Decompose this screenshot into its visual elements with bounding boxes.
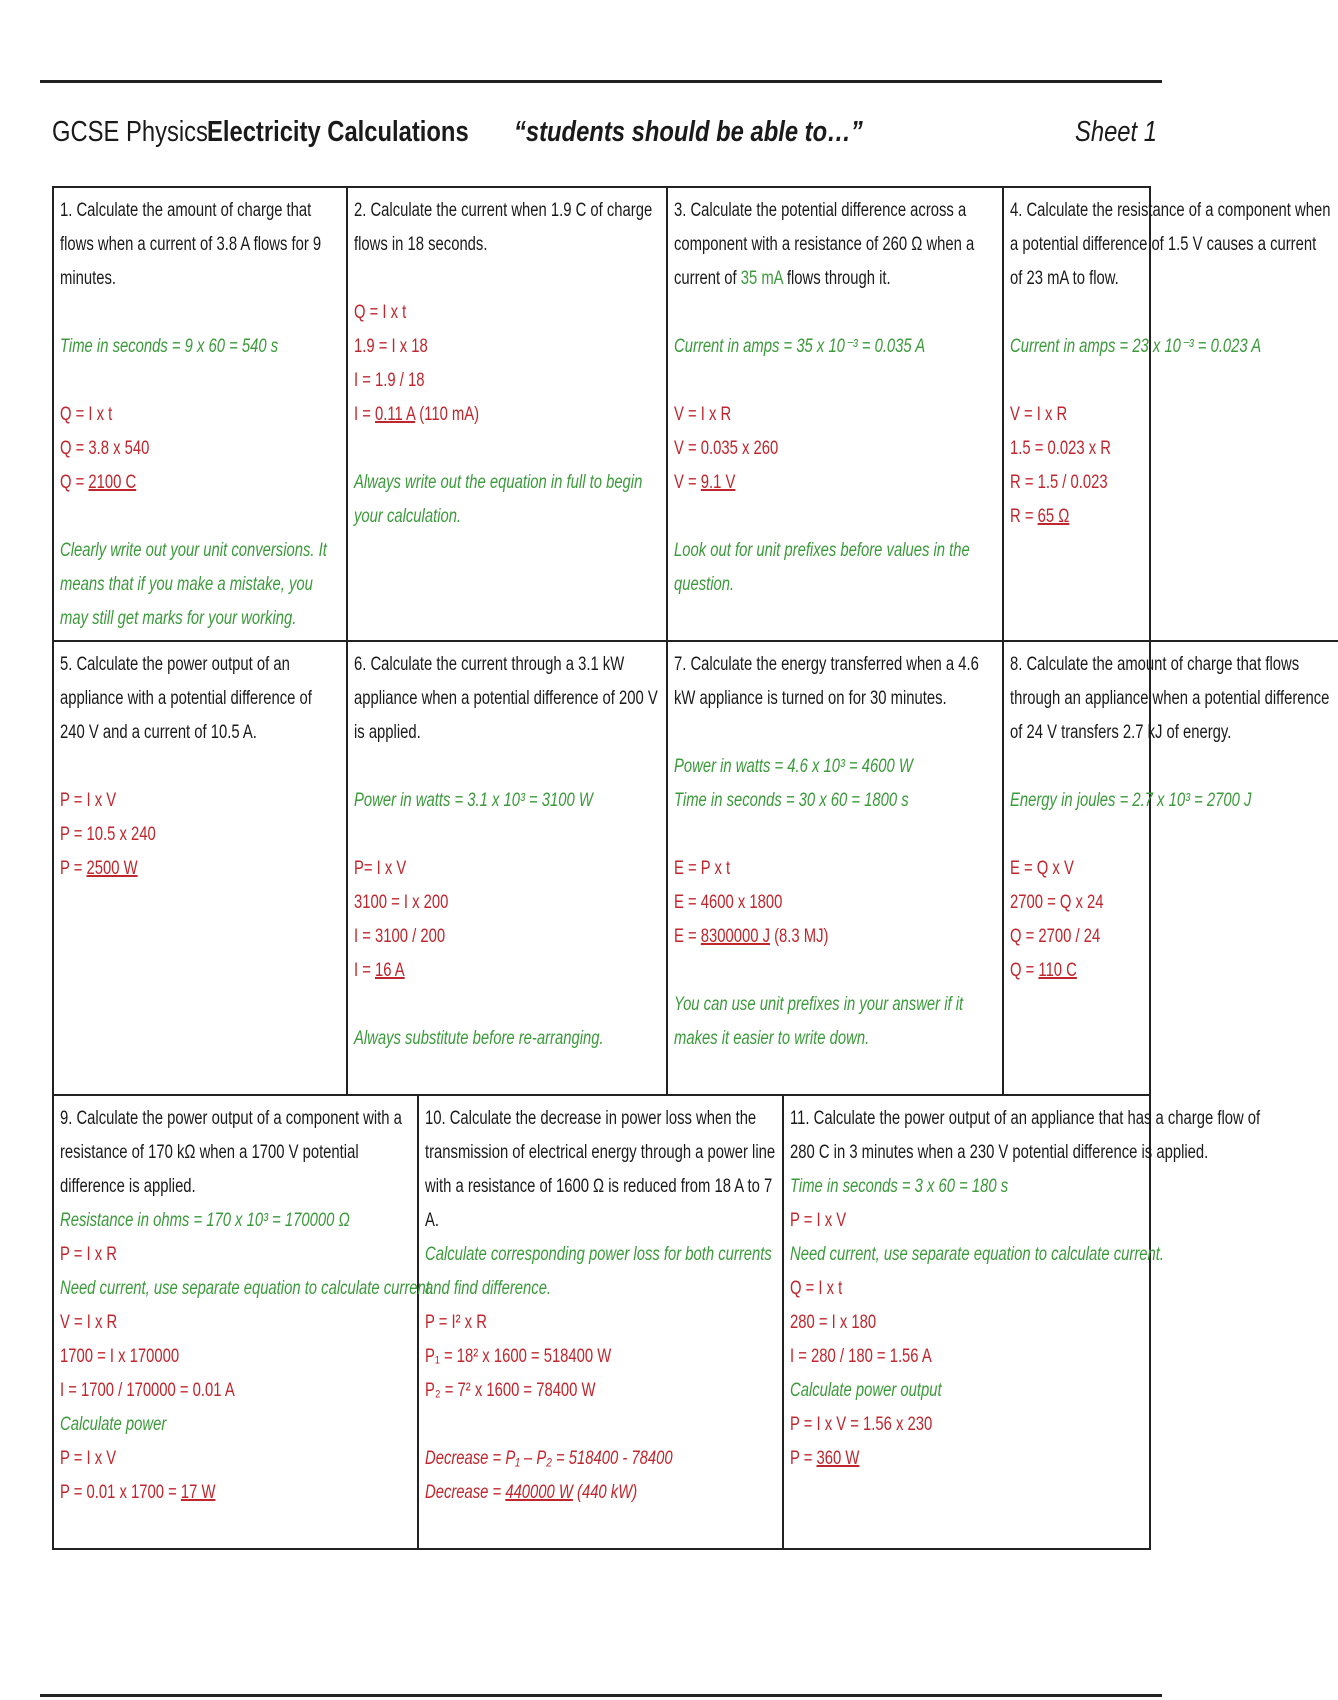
question-text-11: 11. Calculate the power output of an appliance that has a charge flow of 280 C in 3 minutes when a 230 V potential difference is applied. xyxy=(790,1108,1261,1163)
q9-step-2: V = I x R xyxy=(60,1312,118,1333)
q4-conversion: Current in amps = 23 x 10⁻³ = 0.023 A xyxy=(1009,336,1262,357)
question-cell-11 xyxy=(784,1096,1276,1548)
q11-step-3: 280 = I x 180 xyxy=(790,1312,877,1333)
q9-note-1: Need current, use separate equation to calculate current. xyxy=(60,1278,435,1299)
q9-step-5: P = I x V xyxy=(60,1448,117,1469)
q1-step-2: Q = 3.8 x 540 xyxy=(60,438,150,459)
q9-step-1: P = I x R xyxy=(60,1244,117,1265)
worksheet-header xyxy=(52,108,1157,158)
q8-answer: Q = 110 C xyxy=(1009,960,1077,981)
q11-note-1: Need current, use separate equation to calculate current. xyxy=(790,1244,1165,1265)
q11-step-4: I = 280 / 180 = 1.56 A xyxy=(790,1346,932,1367)
q3-conversion: Current in amps = 35 x 10⁻³ = 0.035 A xyxy=(673,336,926,357)
q8-step-1: E = Q x V xyxy=(1009,858,1074,879)
question-text-7: 7. Calculate the energy transferred when a 4.6 kW appliance is turned on for 30 minutes. xyxy=(673,654,979,709)
q2-step-3: I = 1.9 / 18 xyxy=(353,370,425,391)
q4-answer: R = 65 Ω xyxy=(1009,506,1070,527)
top-rule xyxy=(40,80,1162,83)
q7-answer: E = 8300000 J (8.3 MJ) xyxy=(673,926,829,947)
q5-step-2: P = 10.5 x 240 xyxy=(60,824,156,845)
question-text-6: 6. Calculate the current through a 3.1 kW appliance when a potential difference of 200 V is applied. xyxy=(353,654,658,743)
q10-answer: Decrease = 440000 W (440 kW) xyxy=(425,1482,638,1503)
question-cell-6 xyxy=(348,642,668,1094)
q2-tip: Always write out the equation in full to begin your calculation. xyxy=(353,472,643,527)
question-cell-10 xyxy=(419,1096,784,1548)
q6-step-3: I = 3100 / 200 xyxy=(353,926,445,947)
q9-note-2: Calculate power xyxy=(60,1414,167,1435)
q3-answer: V = 9.1 V xyxy=(673,472,736,493)
q2-answer: I = 0.11 A (110 mA) xyxy=(353,404,479,425)
q7-conversion-time: Time in seconds = 30 x 60 = 1800 s xyxy=(673,790,909,811)
q2-step-2: 1.9 = I x 18 xyxy=(353,336,428,357)
q3-step-1: V = I x R xyxy=(673,404,732,425)
question-text-3: 3. Calculate the potential difference across a component with a resistance of 260 Ω when a current of 35 mA flows through it. xyxy=(673,200,975,289)
q9-step-3: 1700 = I x 170000 xyxy=(60,1346,180,1367)
q11-step-2: Q = I x t xyxy=(790,1278,843,1299)
question-text-10: 10. Calculate the decrease in power loss when the transmission of electrical energy through a power line with a resistance of 1600 Ω is reduced from 18 A to 7 A. xyxy=(425,1108,776,1231)
q3-tip: Look out for unit prefixes before values in the question. xyxy=(673,540,970,595)
q1-tip: Clearly write out your unit conversions. It means that if you make a mistake, you may still get marks for your working. xyxy=(60,540,327,629)
question-cell-4 xyxy=(1004,188,1338,642)
question-cell-7 xyxy=(668,642,1004,1094)
q7-step-1: E = P x t xyxy=(673,858,731,879)
q5-answer: P = 2500 W xyxy=(60,858,138,879)
questions-grid-bottom xyxy=(52,1094,1261,1550)
q11-step-1: P = I x V xyxy=(790,1210,847,1231)
q2-step-1: Q = I x t xyxy=(353,302,407,323)
q10-step-2: P₁ = 18² x 1600 = 518400 W xyxy=(425,1346,612,1367)
q10-note: Calculate corresponding power loss for both currents and find difference. xyxy=(425,1244,772,1299)
header-subject: GCSE Physics xyxy=(52,116,208,148)
question-cell-9 xyxy=(54,1096,435,1548)
q7-tip: You can use unit prefixes in your answer if it makes it easier to write down. xyxy=(673,994,964,1049)
q8-step-3: Q = 2700 / 24 xyxy=(1009,926,1101,947)
q9-answer: P = 0.01 x 1700 = 17 W xyxy=(60,1482,216,1503)
question-text-9: 9. Calculate the power output of a component with a resistance of 170 kΩ when a 1700 V potential difference is applied. xyxy=(60,1108,402,1197)
q10-step-3: P₂ = 7² x 1600 = 78400 W xyxy=(425,1380,596,1401)
question-cell-3 xyxy=(668,188,1004,642)
q10-step-4: Decrease = P₁ – P₂ = 518400 - 78400 xyxy=(425,1448,673,1469)
q3-step-2: V = 0.035 x 260 xyxy=(673,438,779,459)
q1-answer: Q = 2100 C xyxy=(60,472,137,493)
q6-tip: Always substitute before re-arranging. xyxy=(353,1028,604,1049)
q7-conversion-power: Power in watts = 4.6 x 10³ = 4600 W xyxy=(673,756,913,777)
question-cell-8 xyxy=(1004,642,1338,1094)
q1-conversion: Time in seconds = 9 x 60 = 540 s xyxy=(60,336,279,357)
q8-step-2: 2700 = Q x 24 xyxy=(1009,892,1104,913)
q4-step-1: V = I x R xyxy=(1009,404,1068,425)
q4-step-2: 1.5 = 0.023 x R xyxy=(1009,438,1111,459)
q4-step-3: R = 1.5 / 0.023 xyxy=(1009,472,1108,493)
q10-step-1: P = I² x R xyxy=(425,1312,487,1333)
q9-step-4: I = 1700 / 170000 = 0.01 A xyxy=(60,1380,235,1401)
q6-conversion: Power in watts = 3.1 x 10³ = 3100 W xyxy=(353,790,593,811)
header-quote: “students should be able to…” xyxy=(514,116,863,148)
question-cell-1 xyxy=(54,188,348,642)
q11-answer: P = 360 W xyxy=(790,1448,860,1469)
question-cell-5 xyxy=(54,642,348,1094)
q6-step-1: P= I x V xyxy=(353,858,407,879)
q11-conversion: Time in seconds = 3 x 60 = 180 s xyxy=(790,1176,1009,1197)
q1-step-1: Q = I x t xyxy=(60,404,113,425)
q7-step-2: E = 4600 x 1800 xyxy=(673,892,783,913)
q11-step-5: P = I x V = 1.56 x 230 xyxy=(790,1414,933,1435)
q8-conversion: Energy in joules = 2.7 x 10³ = 2700 J xyxy=(1009,790,1252,811)
bottom-rule xyxy=(40,1694,1162,1697)
question-text-4: 4. Calculate the resistance of a component when a potential difference of 1.5 V causes a current of 23 mA to flow. xyxy=(1009,200,1331,289)
q9-conversion: Resistance in ohms = 170 x 10³ = 170000 Ω xyxy=(60,1210,350,1231)
header-title: Electricity Calculations xyxy=(207,116,469,148)
question-text-1: 1. Calculate the amount of charge that flows when a current of 3.8 A flows for 9 minutes. xyxy=(60,200,322,289)
question-text-2: 2. Calculate the current when 1.9 C of charge flows in 18 seconds. xyxy=(353,200,652,255)
q5-step-1: P = I x V xyxy=(60,790,117,811)
header-sheet-number: Sheet 1 xyxy=(1075,116,1157,148)
q6-step-2: 3100 = I x 200 xyxy=(353,892,449,913)
questions-grid-top xyxy=(52,186,1331,1096)
q6-answer: I = 16 A xyxy=(353,960,405,981)
question-text-8: 8. Calculate the amount of charge that flows through an appliance when a potential difference of 24 V transfers 2.7 kJ of energy. xyxy=(1009,654,1330,743)
question-cell-2 xyxy=(348,188,668,642)
q11-note-2: Calculate power output xyxy=(790,1380,942,1401)
question-text-5: 5. Calculate the power output of an appliance with a potential difference of 240 V and a current of 10.5 A. xyxy=(60,654,312,743)
